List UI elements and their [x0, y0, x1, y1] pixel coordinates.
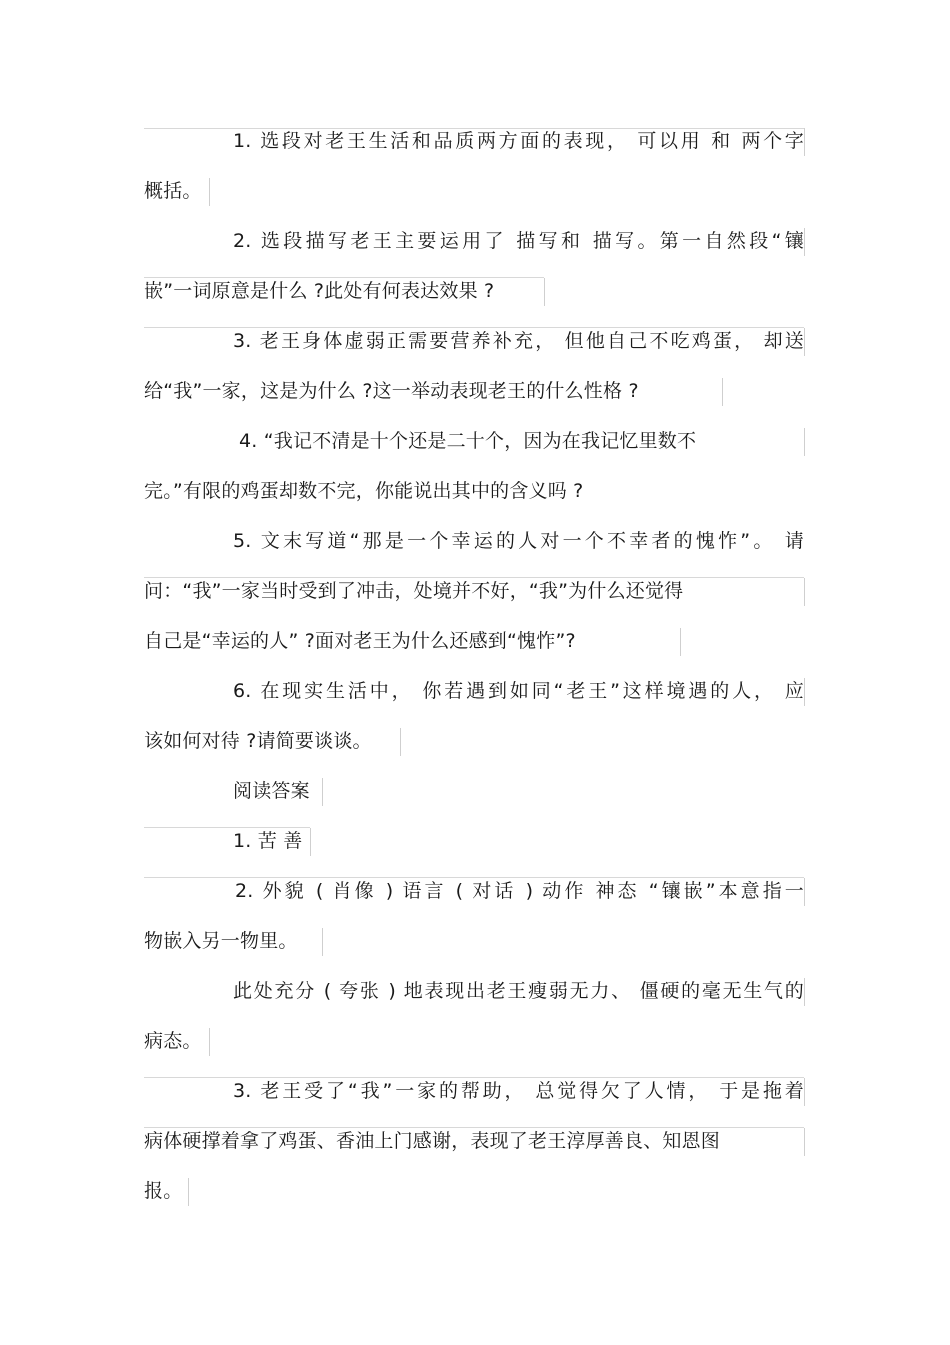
- text-box-border: [804, 1128, 805, 1156]
- text-box-border: [209, 1028, 210, 1056]
- question-3-line-2: 给“我”一家，这是为什么 ?这一举动表现老王的什么性格 ?: [144, 380, 639, 402]
- text-box-border: [322, 778, 323, 806]
- question-5-line-2: 问：“我”一家当时受到了冲击，处境并不好，“我”为什么还觉得: [144, 580, 684, 602]
- text-box-border: [804, 878, 805, 906]
- text-box-border: [544, 278, 545, 306]
- question-1-line-2: 概括。: [144, 180, 202, 202]
- question-2-line-1: 2. 选段描写老王主要运用了 描写和 描写。第一自然段“镶: [233, 230, 804, 252]
- text-box-border: [209, 178, 210, 206]
- question-4-line-1: 4. “我记不清是十个还是二十个，因为在我记忆里数不: [239, 430, 697, 452]
- answer-3-line-3: 报。: [144, 1180, 183, 1202]
- question-5-line-1: 5. 文末写道“那是一个幸运的人对一个不幸者的愧怍”。 请: [233, 530, 804, 552]
- text-box-border: [804, 128, 805, 156]
- text-box-border: [188, 1178, 189, 1206]
- text-box-border: [804, 578, 805, 606]
- answer-2b-line-2: 病态。: [144, 1030, 202, 1052]
- answers-heading: 阅读答案: [233, 780, 310, 802]
- text-box-border: [804, 978, 805, 1006]
- question-2-line-2: 嵌”一词原意是什么 ?此处有何表达效果 ?: [144, 280, 495, 302]
- answer-2-line-2: 物嵌入另一物里。: [144, 930, 298, 952]
- text-box-border: [804, 1078, 805, 1106]
- text-box-border: [804, 228, 805, 256]
- text-box-border: [804, 328, 805, 356]
- question-4-line-2: 完。”有限的鸡蛋却数不完，你能说出其中的含义吗 ?: [144, 480, 584, 502]
- question-6-line-1: 6. 在现实生活中， 你若遇到如同“老王”这样境遇的人， 应: [233, 680, 804, 702]
- text-box-border: [680, 628, 681, 656]
- question-6-line-2: 该如何对待 ?请简要谈谈。: [144, 730, 372, 752]
- answer-3-line-1: 3. 老王受了“我”一家的帮助， 总觉得欠了人情， 于是拖着: [233, 1080, 804, 1102]
- text-box-border: [804, 678, 805, 706]
- text-box-border: [804, 428, 805, 456]
- answer-3-line-2: 病体硬撑着拿了鸡蛋、香油上门感谢，表现了老王淳厚善良、知恩图: [144, 1130, 721, 1152]
- text-box-border: [722, 378, 723, 406]
- text-box-border: [310, 828, 311, 856]
- question-1-line-1: 1. 选段对老王生活和品质两方面的表现， 可以用 和 两个字: [233, 130, 804, 152]
- answer-2-line-1: 2. 外貌 ( 肖像 ) 语言 ( 对话 ) 动作 神态 “镶嵌”本意指一: [235, 880, 804, 902]
- question-3-line-1: 3. 老王身体虚弱正需要营养补充， 但他自己不吃鸡蛋， 却送: [233, 330, 804, 352]
- question-5-line-3: 自己是“幸运的人” ?面对老王为什么还感到“愧怍”?: [144, 630, 576, 652]
- text-box-border: [322, 928, 323, 956]
- answer-1-line-1: 1. 苦 善: [233, 830, 303, 852]
- text-box-border: [400, 728, 401, 756]
- answer-2b-line-1: 此处充分 ( 夸张 ) 地表现出老王瘦弱无力、 僵硬的毫无生气的: [233, 980, 804, 1002]
